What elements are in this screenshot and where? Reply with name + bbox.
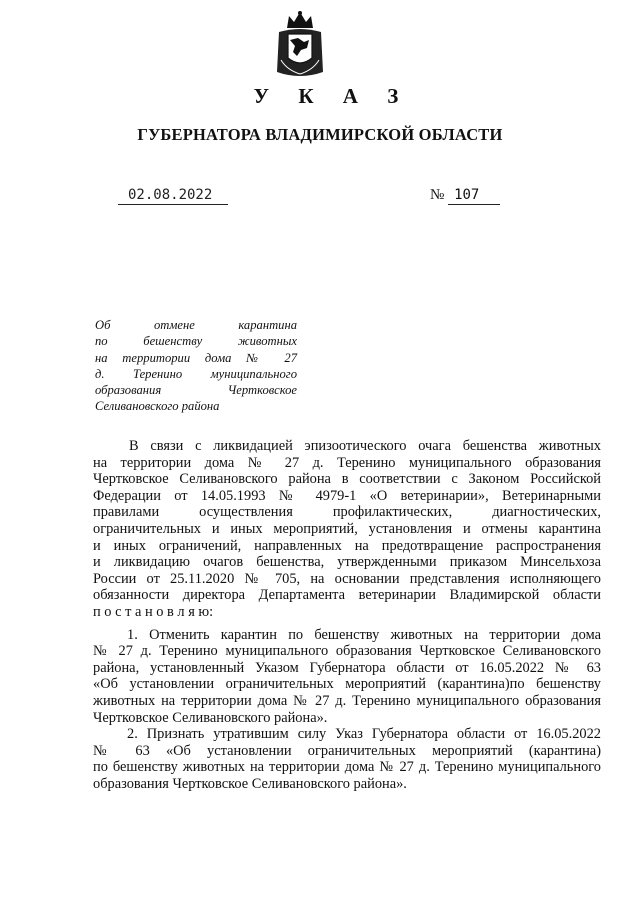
- item-line: «Об установлении ограничительных мероприятий (карантина)по бешенству: [93, 676, 601, 693]
- preamble-line: и иных ограничений, направленных на предотвращение распространения: [93, 537, 601, 554]
- item-line: 2. Признать утратившим силу Указ Губернатора области от 16.05.2022: [127, 726, 601, 743]
- decree-body: [93, 438, 601, 792]
- preamble-line: России от 25.11.2020 № 705, на основании представления исполняющего: [93, 570, 601, 587]
- subject-line: д. Теренино муниципального: [95, 366, 297, 381]
- item-line: 1. Отменить карантин по бешенству животных на территории дома: [127, 626, 601, 643]
- subject-line: образования Чертковское: [95, 383, 297, 398]
- subject-line: на территории дома № 27: [95, 350, 297, 365]
- item-line: № 27 д. Теренино муниципального образования Чертковское Селивановского: [93, 643, 601, 660]
- decree-subject: [95, 317, 297, 415]
- subject-line: по бешенству животных: [95, 334, 297, 349]
- item-line: по бешенству животных на территории дома № 27 д. Теренино муниципального: [93, 759, 601, 776]
- item-2: [93, 726, 601, 792]
- item-line: № 63 «Об установлении ограничительных мероприятий (карантина): [93, 742, 601, 759]
- document-date: 02.08.2022: [118, 187, 228, 205]
- document-number: [430, 187, 500, 205]
- decree-word: п о с т а н о в л я ю:: [93, 603, 214, 620]
- preamble-line: ограничительных и иных мероприятий, установления и отмены карантина: [93, 520, 601, 537]
- number-value: 107: [448, 187, 500, 205]
- coat-of-arms-icon: [273, 10, 327, 80]
- item-line: Чертковское Селивановского района».: [93, 709, 328, 726]
- preamble-line: Федерации от 14.05.1993 № 4979-1 «О ветеринарии», Ветеринарными: [93, 487, 601, 504]
- item-line: образования Чертковское Селивановского района».: [93, 775, 407, 792]
- preamble-line: В связи с ликвидацией эпизоотического очага бешенства животных: [129, 438, 601, 454]
- number-label: №: [430, 187, 445, 203]
- item-line: животных на территории дома № 27 д. Теренино муниципального образования: [93, 692, 601, 709]
- subject-line: Селивановского района: [95, 399, 220, 414]
- preamble-line: и ликвидацию очагов бешенства, утвержденными приказом Минсельхоза: [93, 554, 601, 571]
- subject-line: Об отмене карантина: [95, 318, 297, 332]
- item-1: [93, 627, 601, 727]
- issuer-title: ГУБЕРНАТОРА ВЛАДИМИРСКОЙ ОБЛАСТИ: [137, 125, 503, 144]
- preamble-line: Чертковское Селивановского района в соответствии с Законом Российской: [93, 471, 601, 488]
- document-type-title: У К А З: [253, 84, 411, 108]
- item-line: района, установленный Указом Губернатора области от 16.05.2022 № 63: [93, 659, 601, 676]
- preamble-line: на территории дома № 27 д. Теренино муниципального образования: [93, 454, 601, 471]
- preamble-line: обязанности директора Департамента ветеринарии Владимирской области: [93, 587, 601, 604]
- preamble-line: правилами осуществления профилактических, диагностических,: [93, 504, 601, 521]
